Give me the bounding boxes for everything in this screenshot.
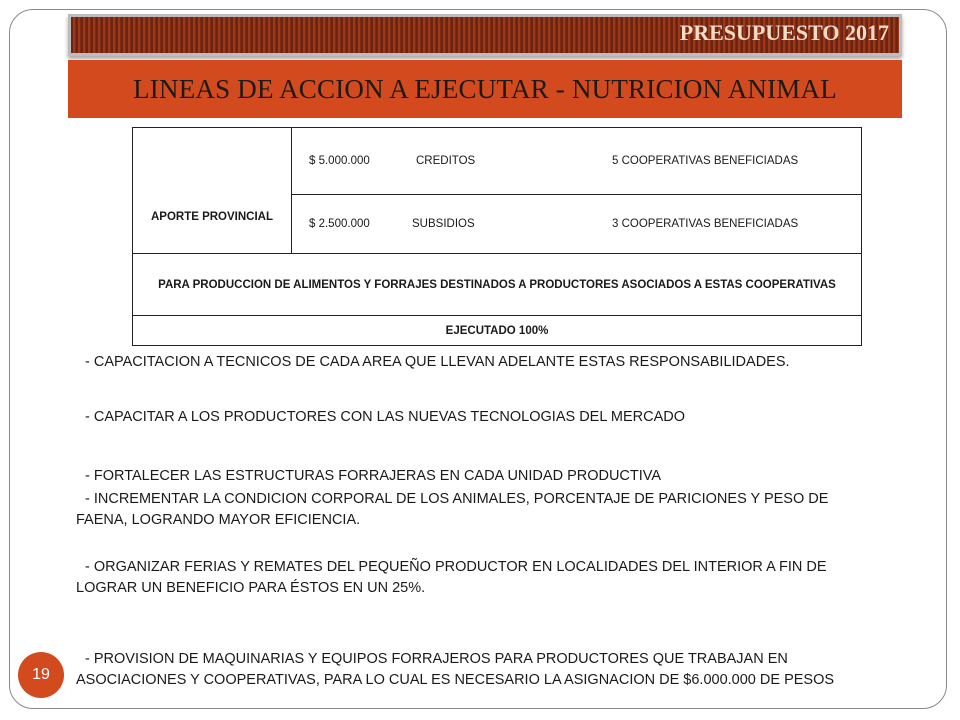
action-line: - CAPACITAR A LOS PRODUCTORES CON LAS NUEVAS TECNOLOGIAS DEL MERCADO <box>85 409 686 425</box>
slide-title: LINEAS DE ACCION A EJECUTAR - NUTRICION ANIMAL <box>133 74 837 104</box>
amount-value: $ 2.500.000 <box>309 218 370 230</box>
action-line: - PROVISION DE MAQUINARIAS Y EQUIPOS FORRAJEROS PARA PRODUCTORES QUE TRABAJAN EN ASOCIACIONES Y COOPERATIVAS, PARA LO CUAL ES NECESARIO LA ASIGNACION DE $6.000.000 DE PESOS <box>76 651 835 688</box>
year-banner <box>68 14 902 56</box>
kind-value: SUBSIDIOS <box>412 218 475 230</box>
provincial-label: APORTE PROVINCIAL <box>133 128 292 254</box>
year-label: PRESUPUESTO 2017 <box>679 20 889 45</box>
table-row <box>133 254 862 316</box>
coops-value: 5 COOPERATIVAS BENEFICIADAS <box>612 155 799 167</box>
action-line: - INCREMENTAR LA CONDICION CORPORAL DE LOS ANIMALES, PORCENTAJE DE PARICIONES Y PESO DE FAENA, LOGRANDO MAYOR EFICIENCIA. <box>76 491 829 528</box>
title-bar <box>68 60 902 118</box>
page-number-badge: 19 <box>18 652 64 698</box>
coops-value: 3 COOPERATIVAS BENEFICIADAS <box>612 218 799 230</box>
purpose-text: PARA PRODUCCION DE ALIMENTOS Y FORRAJES DESTINADOS A PRODUCTORES ASOCIADOS A ESTAS COOPERATIVAS <box>133 254 862 316</box>
table-row <box>133 128 862 195</box>
executed-text: EJECUTADO 100% <box>133 316 862 346</box>
table-row <box>133 316 862 346</box>
kind-value: CREDITOS <box>416 155 476 167</box>
action-line: - CAPACITACION A TECNICOS DE CADA AREA QUE LLEVAN ADELANTE ESTAS RESPONSABILIDADES. <box>85 354 790 370</box>
table-cell <box>292 128 862 195</box>
table-cell <box>292 195 862 254</box>
budget-table <box>132 127 862 346</box>
action-line: - ORGANIZAR FERIAS Y REMATES DEL PEQUEÑO PRODUCTOR EN LOCALIDADES DEL INTERIOR A FIN DE LOGRAR UN BENEFICIO PARA ÉSTOS EN UN 25%. <box>76 559 827 596</box>
amount-value: $ 5.000.000 <box>309 155 370 167</box>
action-line: - FORTALECER LAS ESTRUCTURAS FORRAJERAS EN CADA UNIDAD PRODUCTIVA <box>85 468 662 484</box>
